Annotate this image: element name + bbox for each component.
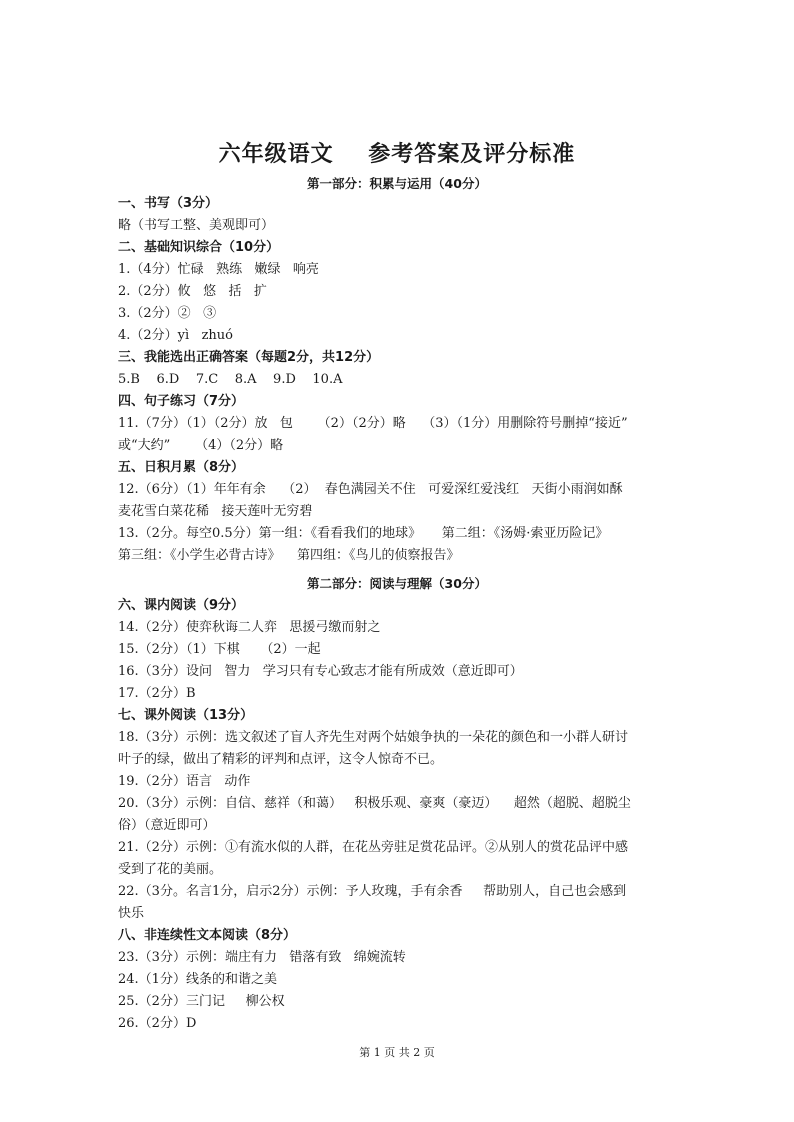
part-one-heading: 第一部分：积累与运用（40分） — [307, 176, 487, 191]
section-heading-extra-reading: 七、课外阅读（13分） — [118, 708, 254, 723]
answer-line: 15.（2分）（1）下棋 （2）一起 — [118, 642, 321, 657]
answer-line: 受到了花的美丽。 — [118, 862, 223, 877]
answer-line: 23.（3分）示例：端庄有力 错落有致 绵婉流转 — [118, 950, 406, 965]
answer-line: 1.（4分）忙碌 熟练 嫩绿 响亮 — [118, 262, 319, 277]
page-title: 六年级语文 参考答案及评分标准 — [218, 142, 576, 167]
part-two-heading: 第二部分：阅读与理解（30分） — [307, 576, 487, 591]
answer-line: 5.B 6.D 7.C 8.A 9.D 10.A — [118, 372, 343, 387]
answer-line: 17.（2分）B — [118, 686, 196, 701]
section-heading-accumulation: 五、日积月累（8分） — [118, 460, 245, 475]
answer-line: 第三组：《小学生必背古诗》 第四组：《鸟儿的侦察报告》 — [118, 548, 460, 563]
section-heading-choices: 三、我能选出正确答案（每题2分，共12分） — [118, 350, 380, 365]
answer-line: 叶子的绿，做出了精彩的评判和点评，这令人惊奇不已。 — [118, 752, 444, 767]
answer-line: 16.（3分）设问 智力 学习只有专心致志才能有所成效（意近即可） — [118, 664, 523, 679]
answer-line: 14.（2分）使弈秋诲二人弈 思援弓缴而射之 — [118, 620, 381, 635]
answer-line: 22.（3分。名言1分，启示2分）示例：予人玫瑰，手有余香 帮助别人，自己也会感到 — [118, 884, 627, 899]
answer-line: 26.（2分）D — [118, 1016, 197, 1031]
page-footer: 第 1 页 共 2 页 — [359, 1046, 435, 1059]
answer-line: 快乐 — [118, 906, 145, 921]
answer-line: 13.（2分。每空0.5分）第一组：《看看我们的地球》 第二组：《汤姆·索亚历险记》 — [118, 526, 609, 541]
section-heading-in-class-reading: 六、课内阅读（9分） — [118, 598, 245, 613]
answer-line: 21.（2分）示例：①有流水似的人群，在花丛旁驻足赏花品评。②从别人的赏花品评中感 — [118, 840, 628, 855]
section-heading-sentences: 四、句子练习（7分） — [118, 394, 245, 409]
answer-line: 麦花雪白菜花稀 接天莲叶无穷碧 — [118, 504, 313, 519]
answer-line: 24.（1分）线条的和谐之美 — [118, 972, 277, 987]
answer-line: 俗）（意近即可） — [118, 818, 216, 833]
answer-line: 3.（2分）② ③ — [118, 306, 217, 321]
section-heading-nonlinear-text: 八、非连续性文本阅读（8分） — [118, 928, 297, 943]
answer-line: 19.（2分）语言 动作 — [118, 774, 251, 789]
answer-line: 25.（2分）三门记 柳公权 — [118, 994, 285, 1009]
answer-line: 12.（6分）（1）年年有余 （2） 春色满园关不住 可爱深红爱浅红 天街小雨润如酥 — [118, 482, 623, 497]
section-heading-basics: 二、基础知识综合（10分） — [118, 240, 280, 255]
answer-line: 略（书写工整、美观即可） — [118, 218, 275, 233]
answer-line: 18.（3分）示例：选文叙述了盲人齐先生对两个姑娘争执的一朵花的颜色和一小群人研讨 — [118, 730, 628, 745]
section-heading-writing: 一、书写（3分） — [118, 196, 219, 211]
answer-line: 或“大约” （4）（2分）略 — [118, 438, 284, 453]
answer-line: 4.（2分）yì zhuó — [118, 328, 233, 343]
answer-line: 20.（3分）示例：自信、慈祥（和蔼） 积极乐观、豪爽（豪迈） 超然（超脱、超脱尘 — [118, 796, 631, 811]
answer-line: 11.（7分）（1）（2分）放 包 （2）（2分）略 （3）（1分）用删除符号删掉“接近” — [118, 416, 628, 431]
answer-line: 2.（2分）攸 悠 括 扩 — [118, 284, 267, 299]
